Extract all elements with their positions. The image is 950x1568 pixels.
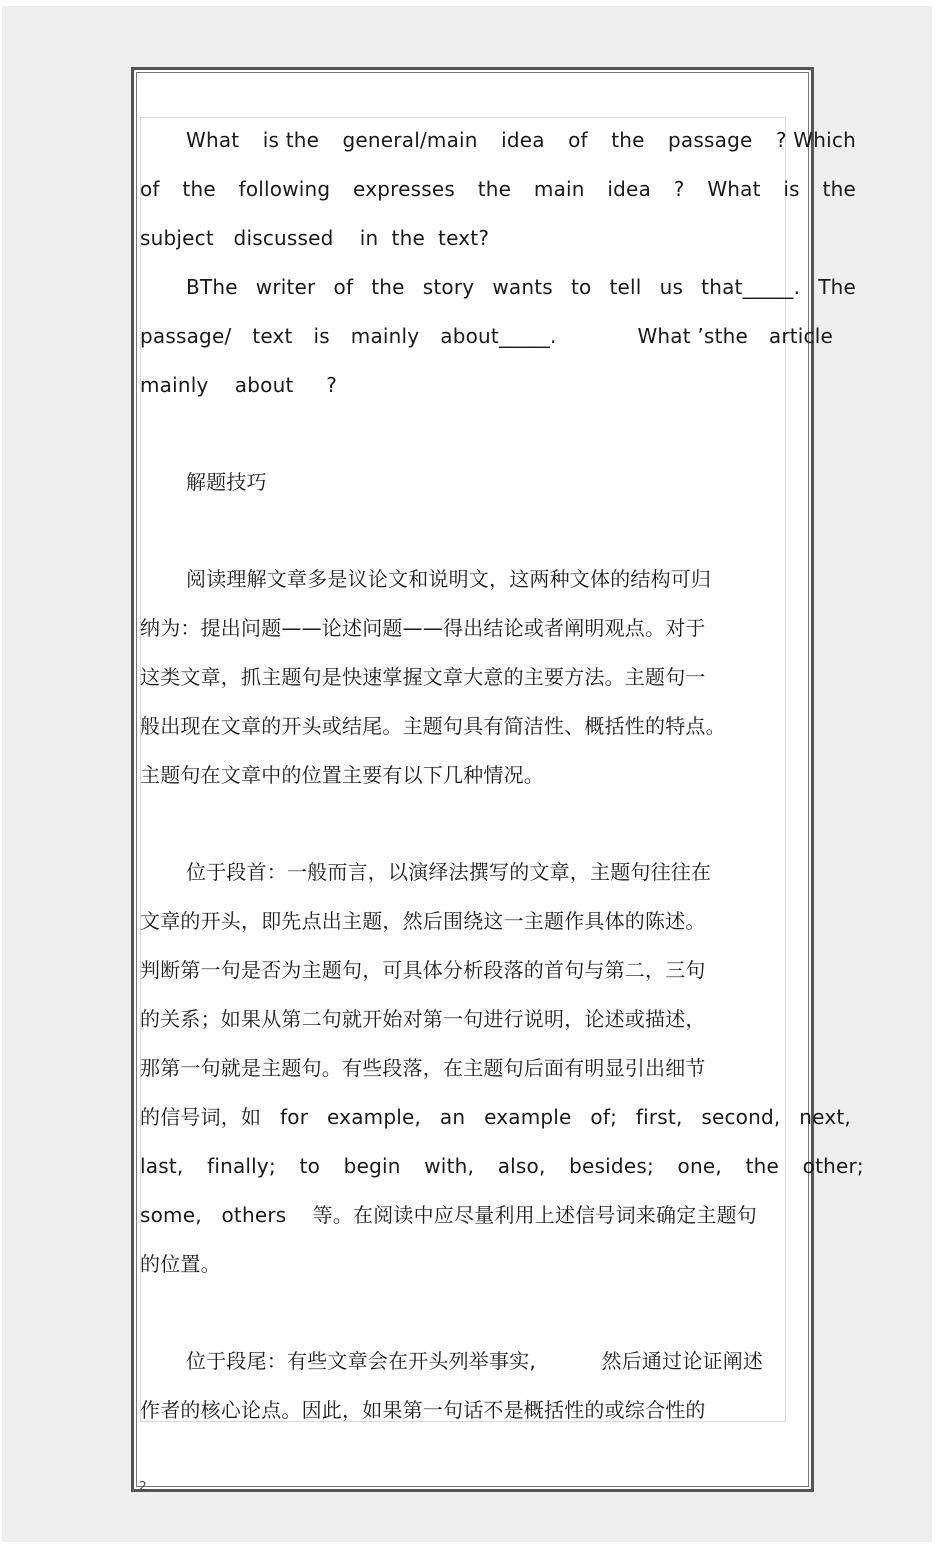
word: next, [799, 1105, 851, 1129]
paragraph-4-line-5: 那第一句就是主题句。有些段落，在主题句后面有明显引出细节 [140, 1056, 706, 1080]
word: The [818, 275, 856, 299]
paragraph-1-line-1 [140, 125, 856, 174]
word: also, [497, 1154, 546, 1178]
word: article [768, 324, 833, 348]
word: ? Which [775, 128, 856, 152]
section-heading: 解题技巧 [186, 470, 267, 494]
word: for [280, 1105, 309, 1129]
word: of [140, 177, 160, 201]
blank-line [140, 1298, 870, 1346]
word: of [333, 275, 354, 299]
word: that_____. [701, 275, 801, 299]
word: finally; [207, 1154, 276, 1178]
word: other; [802, 1154, 864, 1178]
word: the [745, 1154, 779, 1178]
word: expresses [353, 177, 455, 201]
word: example [484, 1105, 572, 1129]
word: first, [635, 1105, 683, 1129]
word: second, [701, 1105, 781, 1129]
word: us [659, 275, 684, 299]
paragraph-2-line-2 [140, 321, 833, 370]
word: following [238, 177, 331, 201]
paragraph-2-line-1 [140, 272, 856, 321]
word: besides; [569, 1154, 654, 1178]
paragraph-4-line-9: 的位置。 [140, 1252, 221, 1276]
blank-line [140, 516, 870, 564]
word: last, [140, 1154, 184, 1178]
page-text [140, 125, 870, 1444]
word: the [611, 128, 645, 152]
word: the [371, 275, 405, 299]
word: begin [343, 1154, 401, 1178]
paragraph-4-line-8: some, others 等。在阅读中应尽量利用上述信号词来确定主题句 [140, 1203, 758, 1227]
word: is [313, 324, 330, 348]
word: 的信号词，如 [140, 1105, 262, 1129]
word: idea [501, 128, 545, 152]
word: writer [255, 275, 316, 299]
paragraph-1-line-3: subject discussed in the text? [140, 226, 490, 250]
word: with, [424, 1154, 475, 1178]
paragraph-4-line-2: 文章的开头，即先点出主题，然后围绕这一主题作具体的陈述。 [140, 909, 706, 933]
paragraph-3-line-5: 主题句在文章中的位置主要有以下几种情况。 [140, 763, 544, 787]
word: one, [677, 1154, 722, 1178]
paragraph-5-line-1: 位于段尾：有些文章会在开头列举事实, 然后通过论证阐述 [186, 1349, 764, 1373]
word: about_____. [440, 324, 557, 348]
word: general/main [342, 128, 478, 152]
word: mainly [350, 324, 420, 348]
paragraph-4-line-4: 的关系；如果从第二句就开始对第一句进行说明，论述或描述， [140, 1007, 706, 1031]
word: the [477, 177, 512, 201]
word: text [252, 324, 293, 348]
word: is [783, 177, 800, 201]
word: idea [607, 177, 652, 201]
word: tell [609, 275, 642, 299]
paragraph-3-line-3: 这类文章，抓主题句是快速掌握文章大意的主要方法。主题句一 [140, 665, 706, 689]
word: of; [590, 1105, 618, 1129]
word: passage/ [140, 324, 232, 348]
word: the [182, 177, 216, 201]
paragraph-3-line-1: 阅读理解文章多是议论文和说明文，这两种文体的结构可归 [186, 567, 712, 591]
word: ? [673, 177, 685, 201]
paragraph-4-line-1: 位于段首：一般而言，以演绎法撰写的文章，主题句往往在 [186, 860, 712, 884]
word: What [707, 177, 761, 201]
paragraph-4-line-3: 判断第一句是否为主题句，可具体分析段落的首句与第二，三句 [140, 958, 706, 982]
page-number: 2 [139, 1479, 147, 1493]
paragraph-3-line-2: 纳为：提出问题——论述问题——得出结论或者阐明观点。对于 [140, 616, 706, 640]
paragraph-4-line-6 [140, 1102, 851, 1151]
word: passage [668, 128, 753, 152]
word: of [568, 128, 588, 152]
word: story [422, 275, 475, 299]
word: example, [327, 1105, 422, 1129]
paragraph-5-line-2: 作者的核心论点。因此，如果第一句话不是概括性的或综合性的 [140, 1398, 706, 1422]
word: the [822, 177, 856, 201]
paragraph-3-line-4: 般出现在文章的开头或结尾。主题句具有简洁性、概括性的特点。 [140, 714, 726, 738]
word: What ’sthe [637, 324, 748, 348]
word: BThe [186, 275, 238, 299]
word: to [570, 275, 592, 299]
paragraph-1-line-2 [140, 174, 856, 223]
paragraph-2-line-3: mainly about ? [140, 373, 338, 397]
word: main [533, 177, 585, 201]
word: wants [492, 275, 553, 299]
word: is the [262, 128, 320, 152]
blank-line [140, 419, 870, 467]
word: to [299, 1154, 321, 1178]
word: an [439, 1105, 466, 1129]
word: What [186, 128, 240, 152]
blank-line [140, 809, 870, 857]
paragraph-4-line-7 [140, 1151, 864, 1200]
